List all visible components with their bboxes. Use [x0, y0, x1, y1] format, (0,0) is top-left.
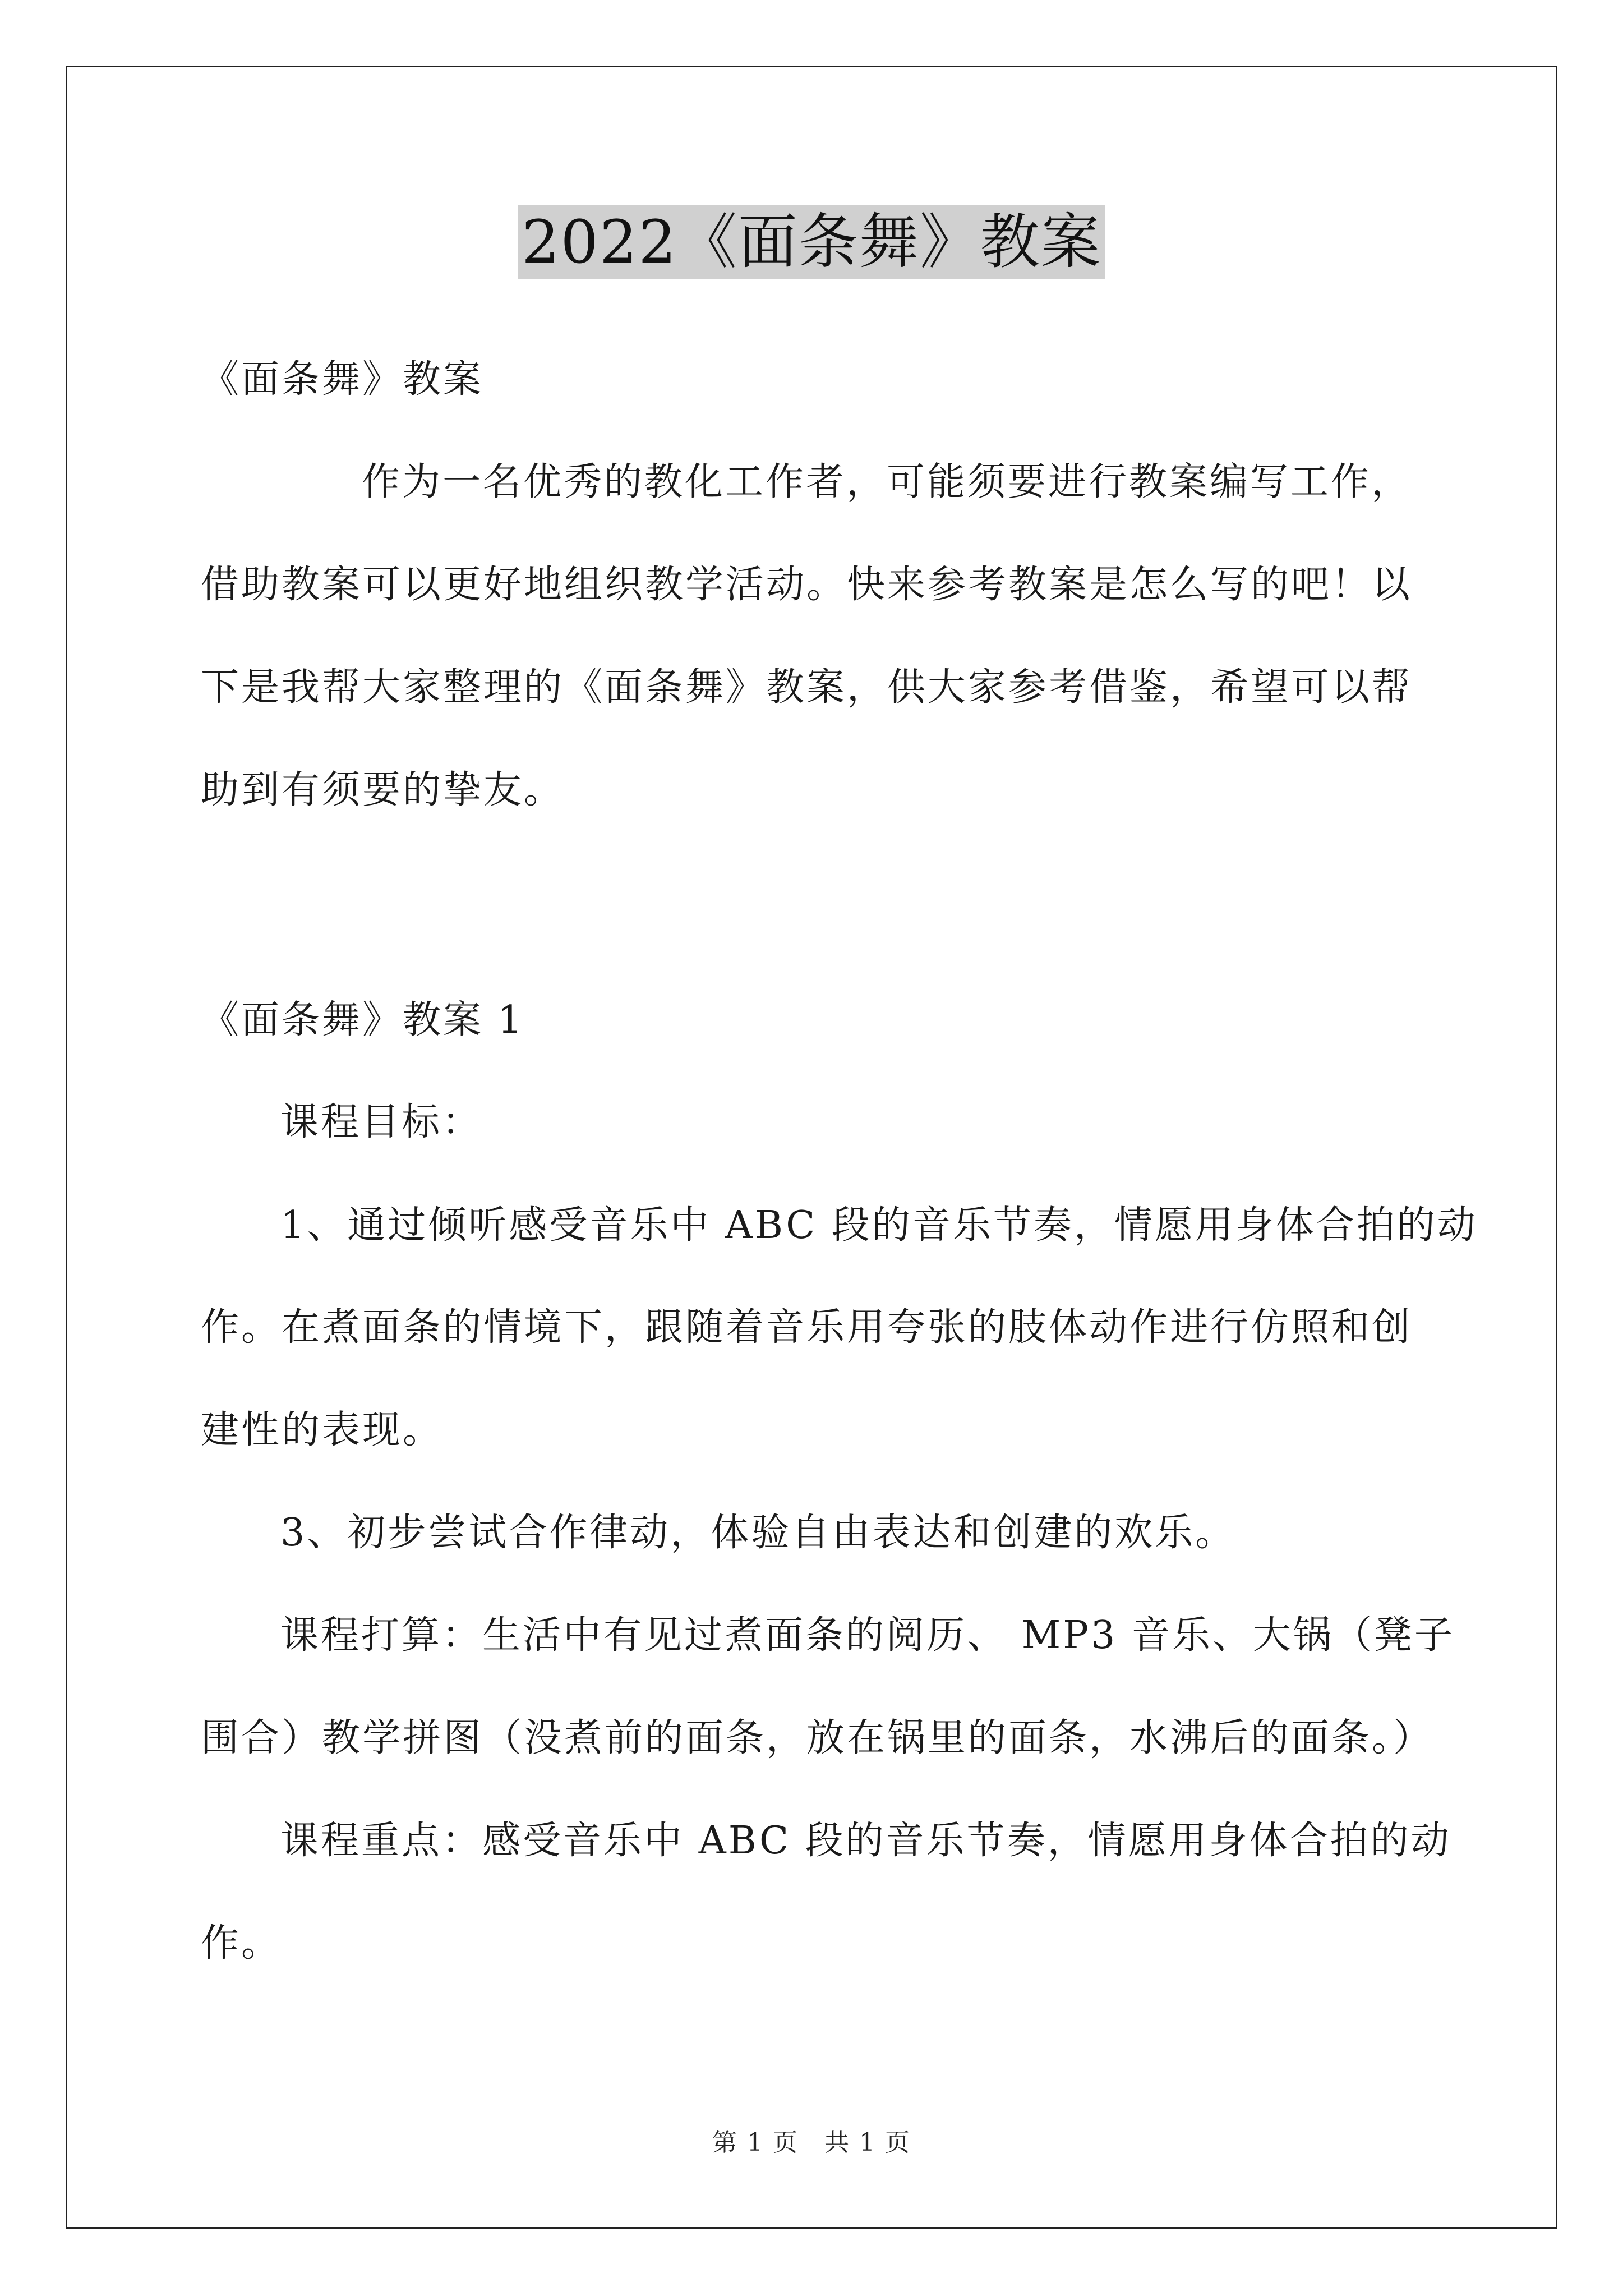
paragraph-line: 作为一名优秀的教化工作者，可能须要进行教案编写工作， [362, 460, 1412, 504]
page-footer: 第 1 页 共 1 页 [712, 2128, 911, 2157]
paragraph-line: 3、初步尝试合作律动，体验自由表达和创建的欢乐。 [280, 1511, 1236, 1555]
section-heading: 《面条舞》教案 [201, 357, 484, 402]
paragraph-line: 助到有须要的挚友。 [201, 768, 565, 812]
paragraph-line: 1、通过倾听感受音乐中 ABC 段的音乐节奏，情愿用身体合拍的动 [280, 1203, 1478, 1248]
title-container [0, 205, 1623, 279]
paragraph-line: 课程重点：感受音乐中 ABC 段的音乐节奏，情愿用身体合拍的动 [280, 1819, 1451, 1863]
paragraph-line: 作。 [201, 1921, 282, 1966]
paragraph-line: 借助教案可以更好地组织教学活动。快来参考教案是怎么写的吧！以 [201, 563, 1413, 607]
paragraph-line: 课程目标： [280, 1100, 483, 1144]
section-heading: 《面条舞》教案 1 [201, 998, 524, 1042]
paragraph-line: 建性的表现。 [201, 1408, 444, 1452]
document-title: 2022《面条舞》教案 [518, 205, 1105, 279]
paragraph-line: 课程打算：生活中有见过煮面条的阅历、 MP3 音乐、大锅（凳子 [280, 1613, 1455, 1658]
paragraph-line: 围合）教学拼图（没煮前的面条，放在锅里的面条，水沸后的面条。） [201, 1716, 1434, 1760]
paragraph-line: 作。在煮面条的情境下，跟随着音乐用夸张的肢体动作进行仿照和创 [201, 1305, 1413, 1350]
paragraph-line: 下是我帮大家整理的《面条舞》教案，供大家参考借鉴，希望可以帮 [201, 665, 1413, 710]
